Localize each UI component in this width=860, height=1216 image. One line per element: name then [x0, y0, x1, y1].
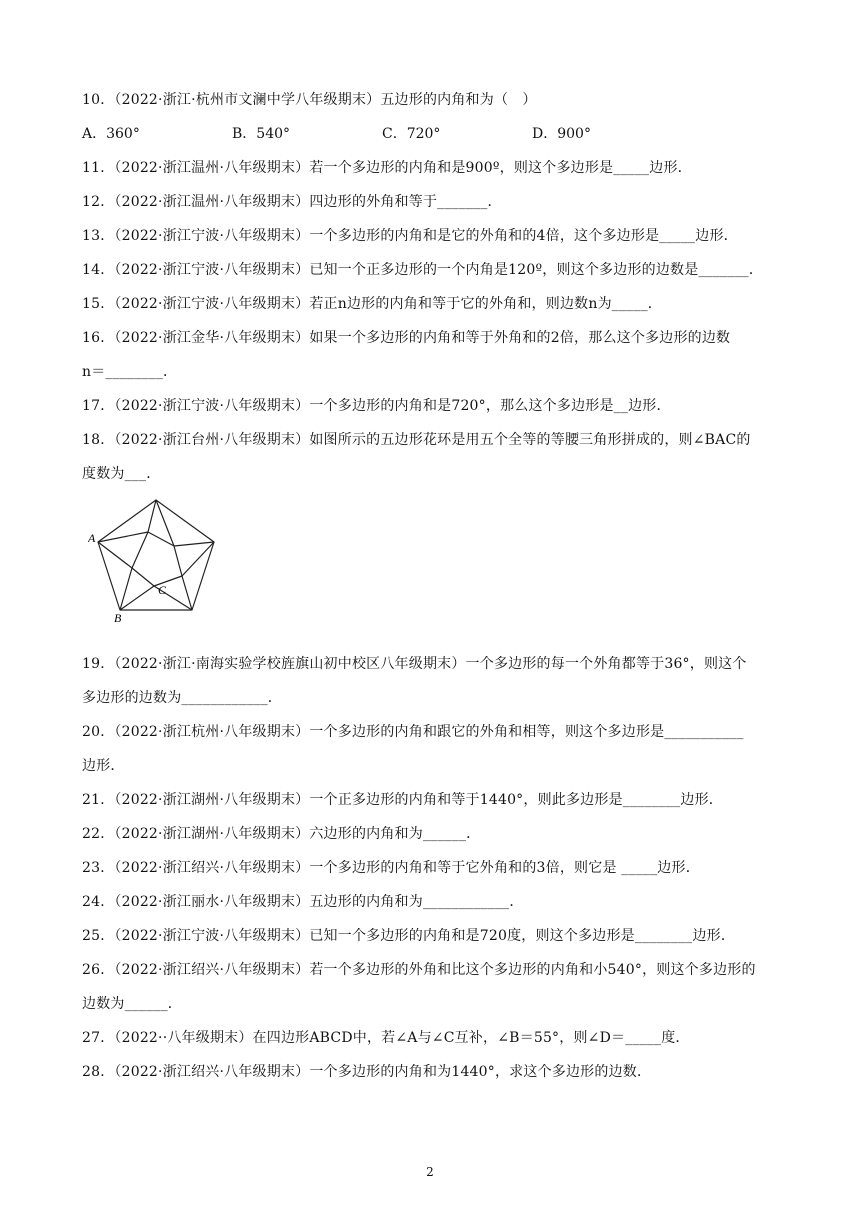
question-10-options	[82, 124, 782, 144]
label-c: C	[158, 583, 167, 597]
question-20-line-1: 20．（2022·浙江杭州·八年级期末）一个多边形的内角和跟它的外角和相等，则这个多边形是___________	[82, 724, 744, 740]
question-17: 17．（2022·浙江宁波·八年级期末）一个多边形的内角和是720°，那么这个多边形是__边形．	[82, 398, 671, 414]
question-14: 14．（2022·浙江宁波·八年级期末）已知一个正多边形的一个内角是120º，则这个多边形的边数是_______．	[82, 262, 764, 278]
question-13: 13．（2022·浙江宁波·八年级期末）一个多边形的内角和是它的外角和的4倍，这个多边形是_____边形．	[82, 228, 738, 244]
inner-pentagon	[132, 532, 182, 586]
option-a: A．360°	[82, 126, 140, 142]
question-24: 24．（2022·浙江丽水·八年级期末）五边形的内角和为____________．	[82, 894, 524, 910]
question-26-line-1: 26．（2022·浙江绍兴·八年级期末）若一个多边形的外角和比这个多边形的内角和小540°，则这个多边形的	[82, 962, 756, 978]
question-23: 23．（2022·浙江绍兴·八年级期末）一个多边形的内角和等于它外角和的3倍，则它是 _____边形．	[82, 860, 700, 876]
question-12: 12．（2022·浙江温州·八年级期末）四边形的外角和等于_______．	[82, 194, 502, 210]
question-16-line-1: 16．（2022·浙江金华·八年级期末）如果一个多边形的内角和等于外角和的2倍，那么这个多边形的边数	[82, 330, 731, 346]
question-18-line-1: 18．（2022·浙江台州·八年级期末）如图所示的五边形花环是用五个全等的等腰三角形拼成的，则∠BAC的	[82, 432, 751, 448]
question-20-line-2: 边形．	[82, 758, 125, 774]
label-b: B	[114, 611, 122, 625]
question-28: 28．（2022·浙江绍兴·八年级期末）一个多边形的内角和为1440°，求这个多边形的边数．	[82, 1064, 652, 1080]
question-19-line-1: 19．（2022·浙江·南海实验学校旌旗山初中校区八年级期末）一个多边形的每一个外角都等于36°，则这个	[82, 656, 747, 672]
question-16-line-2: n＝________．	[82, 364, 178, 380]
question-18-line-2: 度数为___．	[82, 466, 161, 482]
question-21: 21．（2022·浙江湖州·八年级期末）一个正多边形的内角和等于1440°，则此多边形是________边形．	[82, 792, 723, 808]
triangle-edge-5	[98, 542, 132, 610]
question-27: 27．（2022··八年级期末）在四边形ABCD中，若∠A与∠C互补，∠B＝55°，则∠D＝_____度．	[82, 1030, 690, 1046]
question-22: 22．（2022·浙江湖州·八年级期末）六边形的内角和为______．	[82, 826, 481, 842]
question-10: 10．（2022·浙江·杭州市文澜中学八年级期末）五边形的内角和为（ ）	[82, 92, 537, 108]
triangle-edge-4	[120, 586, 192, 610]
question-19-line-2: 多边形的边数为____________．	[82, 690, 282, 706]
option-b: B．540°	[232, 126, 291, 142]
label-a: A	[88, 531, 96, 545]
question-11: 11．（2022·浙江温州·八年级期末）若一个多边形的内角和是900º，则这个多边形是_____边形．	[82, 160, 692, 176]
question-25: 25．（2022·浙江宁波·八年级期末）已知一个多边形的内角和是720度，则这个多边形是________边形．	[82, 928, 736, 944]
option-c: C．720°	[382, 126, 441, 142]
question-15: 15．（2022·浙江宁波·八年级期末）若正n边形的内角和等于它的外角和，则边数n为_____．	[82, 296, 662, 312]
question-26-line-2: 边数为______．	[82, 996, 182, 1012]
triangle-edge-3	[182, 542, 214, 610]
page-number: 2	[426, 1165, 434, 1179]
pentagon-wreath-figure	[88, 494, 228, 628]
option-d: D．900°	[532, 126, 591, 142]
